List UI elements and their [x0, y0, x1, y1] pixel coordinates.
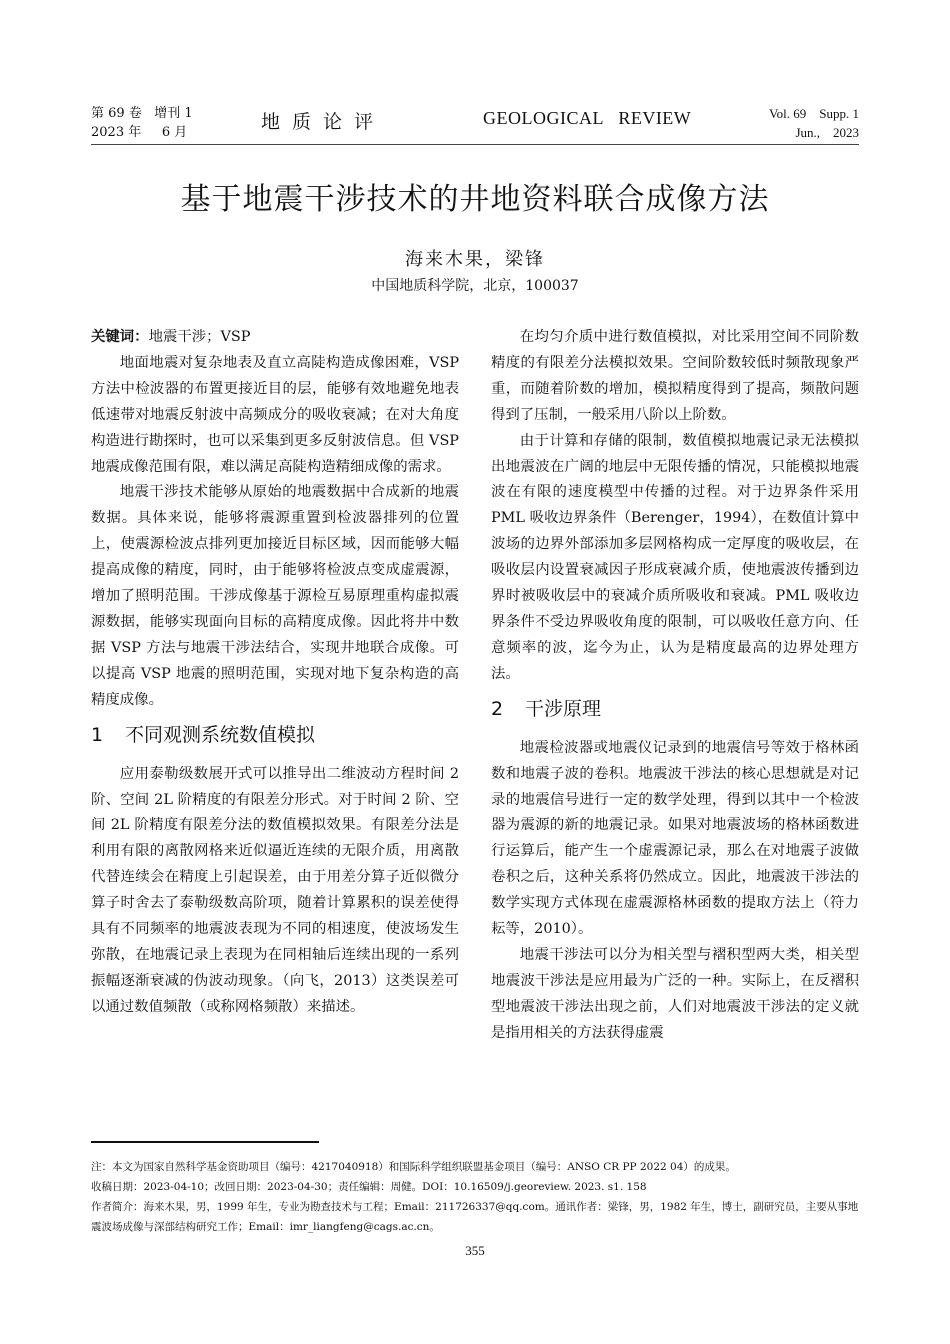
vol-supp: Vol. 69 Supp. 1	[768, 106, 859, 121]
section-heading-2	[491, 696, 859, 722]
section-number: 2	[491, 697, 504, 720]
paragraph: 地震干涉法可以分为相关型与褶积型两大类，相关型地震波干涉法是应用最为广泛的一种。实际上，在反褶积型地震波干涉法出现之前，人们对地震波干涉法的定义就是指用相关的方法获得虚震	[491, 946, 859, 1041]
right-column	[491, 325, 859, 1047]
footnotes	[91, 1157, 861, 1237]
section-title: 不同观测系统数值模拟	[125, 723, 316, 746]
author-info-note: 作者简介：海来木果，男，1999 年生，专业为勘查技术与工程；Email：211726337@qq.com。通讯作者：梁锋，男，1982 年生，博士，副研究员，主要从事地震波场成像与深部结构研究工作；Email：imr_liangfeng@cags.ac.cn。	[91, 1201, 859, 1233]
paragraph: 由于计算和存储的限制，数值模拟地震记录无法模拟出地震波在广阔的地层中无限传播的情况，只能模拟地震波在有限的速度模型中传播的过程。对于边界条件采用 PML 吸收边界条件（Berenger，1994），在数值计算中波场的边界外部添加多层网格构成一定厚度的吸收层，在吸收层内设置衰减因子形成衰减介质，使地震波传播到边界时被吸收层中的衰减介质所吸收和衰减。PML 吸收边界条件不受边界吸收角度的限制，可以吸收任意方向、任意频率的波，迄今为止，认为是精度最高的边界处理方法。	[491, 432, 859, 682]
paragraph: 在均匀介质中进行数值模拟，对比采用空间不同阶数精度的有限差分法模拟效果。空间阶数较低时频散现象严重，而随着阶数的增加，模拟精度得到了提高，频散问题得到了压制，一般采用八阶以上阶数。	[491, 329, 859, 423]
volume-info	[91, 104, 193, 142]
volume-issue: 第 69 卷 增刊 1	[91, 106, 193, 121]
paragraph: 地震检波器或地震仪记录到的地震信号等效于格林函数和地震子波的卷积。地震波干涉法的核心思想就是对记录的地震信号进行一定的数学处理，得到以其中一个检波器为震源的新的地震记录。如果对地震波场的格林函数进行运算后，能产生一个虚震源记录，那么在对地震子波做卷积之后，这种关系将仍然成立。因此，地震波干涉法的数学实现方式体现在虚震源格林函数的提取方法上（符力耘等，2010）。	[491, 739, 859, 938]
month-year-en: Jun., 2023	[795, 125, 859, 140]
journal-name-en: GEOLOGICAL REVIEW	[483, 108, 692, 128]
article-title: 基于地震干涉技术的井地资料联合成像方法	[180, 182, 770, 217]
paragraph: 地面地震对复杂地表及直立高陡构造成像困难，VSP 方法中检波器的布置更接近目的层，能够有效地避免地表低速带对地震反射波中高频成分的吸收衰减；在对大角度构造进行勘探时，也可以采集到更多反射波信息。但 VSP 地震成像范围有限，难以满足高陡构造精细成像的需求。	[91, 354, 459, 475]
keywords-label: 关键词：	[91, 329, 149, 345]
section-heading-1	[91, 722, 459, 748]
authors: 海来木果，梁锋	[405, 249, 545, 270]
paragraph: 地震干涉技术能够从原始的地震数据中合成新的地震数据。具体来说，能够将震源重置到检波器排列的位置上，使震源检波点排列更加接近目标区域，因而能够大幅提高成像的精度，同时，由于能够将检波点变成虚震源，增加了照明范围。干涉成像基于源检互易原理重构虚拟震源数据，能够实现面向目标的高精度成像。因此将井中数据 VSP 方法与地震干涉法结合，实现井地联合成像。可以提高 VSP 地震的照明范围，实现对地下复杂构造的高精度成像。	[91, 484, 459, 708]
dates-note: 收稿日期：2023-04-10；改回日期：2023-04-30；责任编辑：周健。DOI：10.16509/j.georeview. 2023. s1. 158	[91, 1181, 647, 1193]
page-number: 355	[465, 1243, 485, 1258]
year-month: 2023 年 6 月	[91, 125, 188, 140]
paragraph: 应用泰勒级数展开式可以推导出二维波动方程时间 2 阶、空间 2L 阶精度的有限差分形式。对于时间 2 阶、空间 2L 阶精度有限差分法的数值模拟效果。有限差分法是利用有限的离散网格来近似逼近连续的无限介质，用离散代替连续会在精度上引起误差，由于用差分算子近似微分算子时舍去了泰勒级数高阶项，随着计算累积的误差使得具有不同频率的地震波表现为不同的相速度，使波场发生弥散，在地震记录上表现为在同相轴后连续出现的一系列振幅逐渐衰减的伪波动现象。（向飞，2013）这类误差可以通过数值频散（或称网格频散）来描述。	[91, 765, 459, 1015]
journal-name-cn: 地质论评	[261, 111, 386, 133]
footnote-rule	[91, 1141, 319, 1143]
left-column	[91, 325, 459, 1021]
section-number: 1	[91, 723, 104, 746]
volume-info-en	[769, 104, 859, 142]
funding-note: 注：本文为国家自然科学基金资助项目（编号：4217040918）和国际科学组织联盟基金项目（编号：ANSO CR PP 2022 04）的成果。	[91, 1161, 736, 1173]
keywords-value: 地震干涉；VSP	[148, 329, 251, 345]
affiliation: 中国地质科学院，北京，100037	[371, 278, 579, 294]
keywords	[91, 325, 459, 351]
running-header	[91, 104, 859, 144]
header-rule	[91, 144, 859, 145]
section-title: 干涉原理	[525, 697, 602, 720]
